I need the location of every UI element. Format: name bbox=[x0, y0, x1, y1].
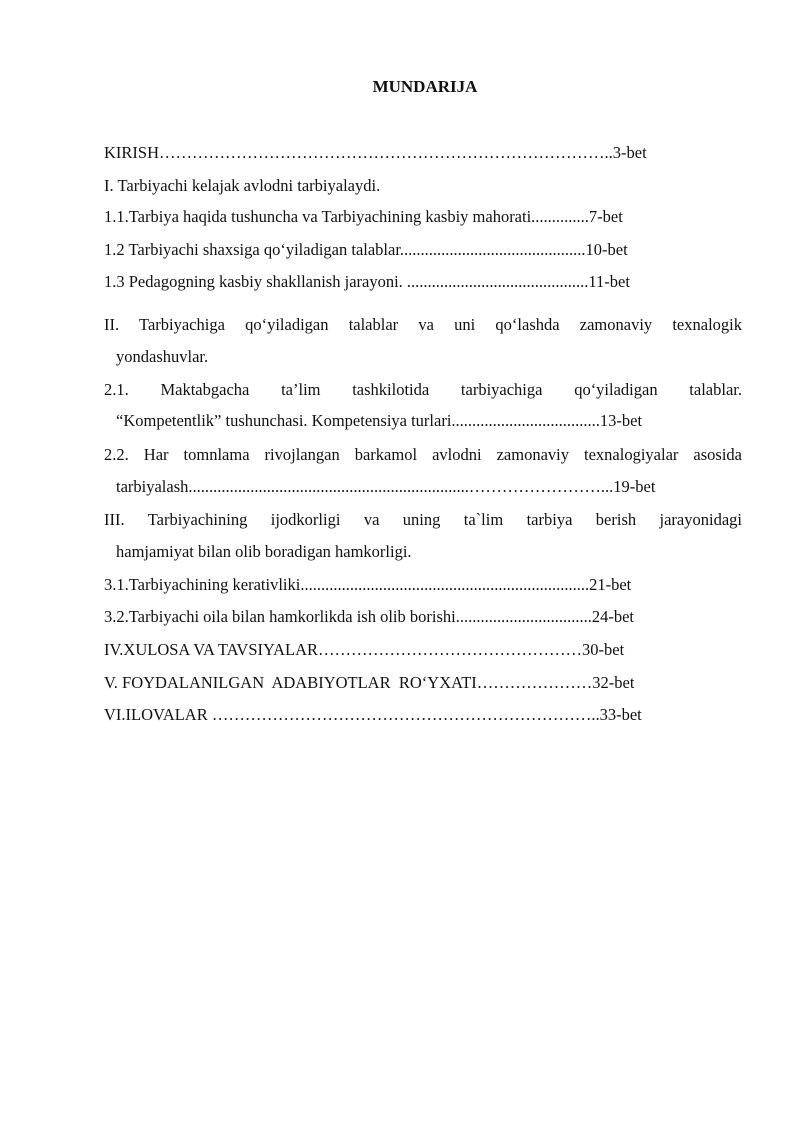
toc-entry-chapter-4: IV.XULOSA VA TAVSIYALAR…………………………………………30-bet bbox=[104, 640, 625, 659]
toc-entry-kirish: KIRISH………………………………………………………………………..3-bet bbox=[104, 143, 647, 162]
toc-entry-chapter-2-line1: II. Tarbiyachiga qo‘yiladigan talablar va uni qo‘lashda zamonaviy texnalogik bbox=[104, 315, 742, 334]
toc-entry-3-2: 3.2.Tarbiyachi oila bilan hamkorlikda ish olib borishi.................................24-bet bbox=[104, 607, 634, 626]
page-title: MUNDARIJA bbox=[372, 77, 478, 96]
toc-entry-chapter-2-line2: yondashuvlar. bbox=[116, 347, 209, 366]
toc-entry-2-2-line1: 2.2. Har tomnlama rivojlangan barkamol avlodni zamonaviy texnalogiyalar asosida bbox=[104, 445, 742, 464]
toc-entry-chapter-5: V. FOYDALANILGAN ADABIYOTLAR RO‘YXATI…………………32-bet bbox=[104, 673, 635, 692]
toc-entry-2-2-line2: tarbiyalash....................................................................……………………...19-bet bbox=[116, 477, 656, 496]
toc-entry-1-1: 1.1.Tarbiya haqida tushuncha va Tarbiyachining kasbiy mahorati..............7-bet bbox=[104, 207, 623, 226]
toc-entry-3-1: 3.1.Tarbiyachining kerativliki......................................................................21-bet bbox=[104, 575, 632, 594]
toc-entry-2-1-line2: “Kompetentlik” tushunchasi. Kompetensiya turlari....................................13-bet bbox=[116, 411, 643, 430]
toc-entry-chapter-3-line2: hamjamiyat bilan olib boradigan hamkorligi. bbox=[116, 542, 412, 561]
toc-entry-1-3: 1.3 Pedagogning kasbiy shakllanish jarayoni. ............................................11-bet bbox=[104, 272, 630, 291]
toc-entry-1-2: 1.2 Tarbiyachi shaxsiga qo‘yiladigan talablar.............................................10-bet bbox=[104, 240, 628, 259]
toc-entry-chapter-3-line1: III. Tarbiyachining ijodkorligi va uning ta`lim tarbiya berish jarayonidagi bbox=[104, 510, 742, 529]
toc-entry-chapter-6: VI.ILOVALAR ……………………………………………………………..33-bet bbox=[104, 705, 642, 724]
toc-entry-chapter-1: I. Tarbiyachi kelajak avlodni tarbiyalaydi. bbox=[104, 176, 381, 195]
toc-entry-2-1-line1: 2.1. Maktabgacha ta’lim tashkilotida tarbiyachiga qo‘yiladigan talablar. bbox=[104, 380, 742, 399]
